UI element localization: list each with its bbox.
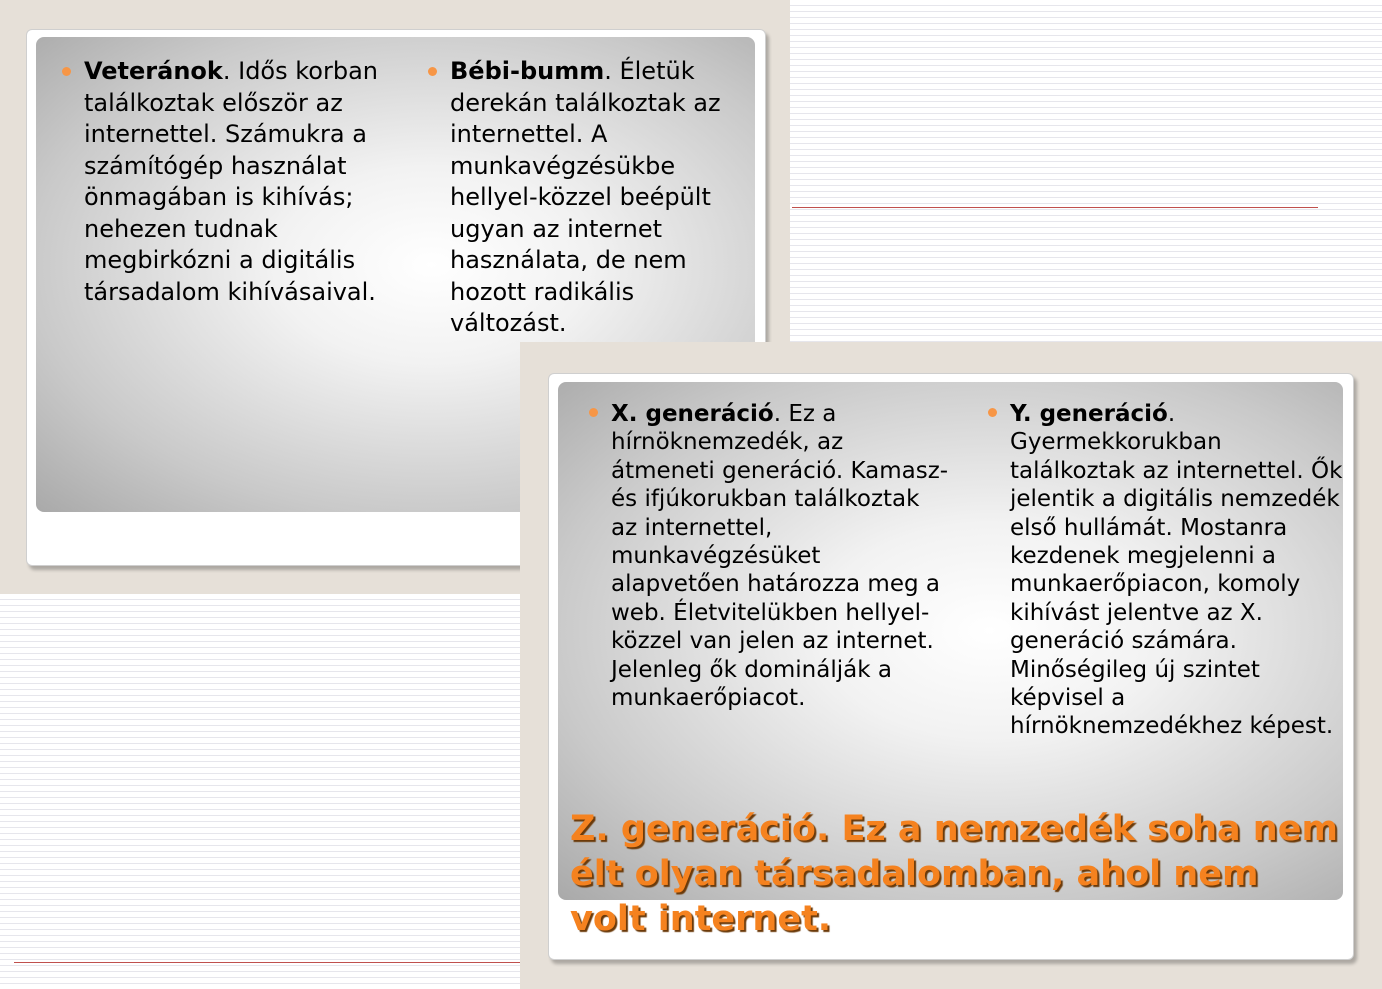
bullet-title: X. generáció [611,401,774,427]
bullet-dot [988,408,997,417]
bullet-x-generacio [611,400,951,712]
bullet-dot [62,67,71,76]
bullet-text: . Ez a hírnöknemzedék, az átmeneti generáció. Kamasz- és ifjúkorukban találkoztak az internettel, munkavégzésüket alapvetően határozza meg a web. Életvitelükben hellyel-közzel van jelen az internet. Jelenleg ők dominálják a munkaerőpiacot. [611,401,949,712]
bullet-dot [589,408,598,417]
bullet-dot [428,67,437,76]
accent-line-top [792,207,1318,208]
bullet-text: . Gyermekkorukban találkoztak az internettel. Ők jelentik a digitális nemzedék első hullámát. Mostanra kezdenek megjelenni a munkaerőpiacon, komoly kihívást jelentve az X. generáció számára. Minőségileg új szintet képvisel a hírnöknemzedékhez képest. [1010,401,1343,740]
accent-line-bottom [14,962,520,963]
bullet-text: . Életük derekán találkoztak az internettel. A munkavégzésükbe hellyel-közzel beépült ugyan az internet használata, de nem hozott radikális változást. [450,57,721,337]
bullet-text: . Idős korban találkoztak először az internettel. Számukra a számítógép használat önmagában is kihívás; nehezen tudnak megbirkózni a digitális társadalom kihívásaival. [84,57,378,306]
z-generacio-highlight: Z. generáció. Ez a nemzedék soha nem élt olyan társadalomban, ahol nem volt internet. [570,809,1338,939]
bullet-veteranok [84,56,404,308]
bullet-bebi-bumm [450,56,750,340]
slide-2 [520,342,1382,989]
bullet-title: Veteránok [84,57,223,85]
bullet-title: Bébi-bumm [450,57,605,85]
bullet-title: Y. generáció [1010,401,1168,427]
bullet-y-generacio [1010,400,1345,741]
